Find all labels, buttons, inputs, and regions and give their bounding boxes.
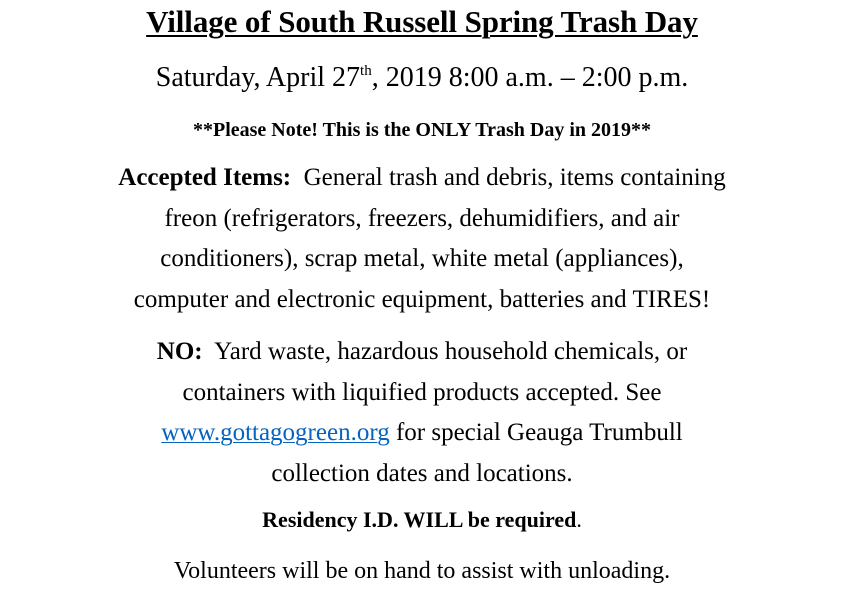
date-prefix: Saturday, April 27 <box>155 62 361 93</box>
residency-requirement <box>0 505 844 535</box>
not-accepted-paragraph <box>0 332 844 494</box>
no-label: NO: <box>156 338 203 365</box>
no-line-2: containers with liquified products accepted. See <box>182 378 662 406</box>
residency-text: Residency I.D. WILL be required <box>262 507 577 532</box>
event-date-time <box>0 60 844 100</box>
volunteers-note: Volunteers will be on hand to assist with unloading. <box>173 558 671 584</box>
no-text-3: for special Geauga Trumbull <box>389 419 683 446</box>
important-note: **Please Note! This is the ONLY Trash Day in 2019** <box>193 119 651 141</box>
no-line-3 <box>0 413 844 454</box>
residency-period: . <box>576 507 582 532</box>
no-line-4: collection dates and locations. <box>271 459 573 487</box>
accepted-line-4: computer and electronic equipment, batteries and TIRES! <box>133 285 711 313</box>
accepted-line-3: conditioners), scrap metal, white metal (appliances), <box>160 245 684 272</box>
date-ordinal: th <box>360 63 372 79</box>
accepted-items-label: Accepted Items: <box>118 164 292 191</box>
no-line-1 <box>0 332 844 373</box>
flyer-title: Village of South Russell Spring Trash Day <box>146 4 698 39</box>
accepted-line-1 <box>0 158 844 199</box>
accepted-items-paragraph <box>0 158 844 320</box>
no-text-1: Yard waste, hazardous household chemicals, or <box>214 338 688 365</box>
accepted-line-2: freon (refrigerators, freezers, dehumidifiers, and air <box>164 204 680 232</box>
date-suffix: , 2019 8:00 a.m. – 2:00 p.m. <box>371 62 689 93</box>
gottagogreen-link[interactable]: www.gottagogreen.org <box>161 419 390 446</box>
accepted-items-text-1: General trash and debris, items containing <box>303 164 726 191</box>
